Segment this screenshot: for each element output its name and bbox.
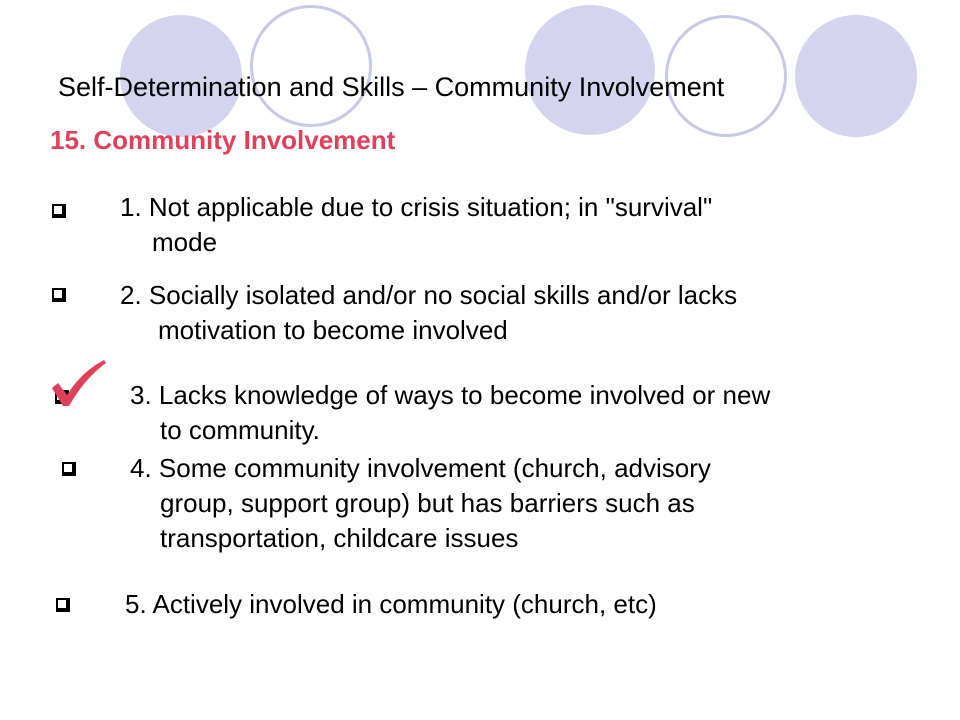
option-1-line-1: 1. Not applicable due to crisis situation; in "survival" <box>120 192 713 222</box>
option-4-line-1: 4. Some community involvement (church, advisory <box>130 453 711 483</box>
checkbox-icon <box>52 288 66 302</box>
slide-title: Self-Determination and Skills – Community Involvement <box>58 72 725 102</box>
slide-subtitle: 15. Community Involvement <box>50 125 396 155</box>
option-4-line-3: transportation, childcare issues <box>160 523 519 553</box>
decor-circle-3 <box>525 5 655 135</box>
decor-circle-5 <box>795 15 917 137</box>
checkmark-icon <box>48 358 108 410</box>
decor-circle-2 <box>250 5 372 127</box>
option-3-line-1: 3. Lacks knowledge of ways to become involved or new <box>130 380 771 410</box>
option-4-line-2: group, support group) but has barriers such as <box>160 488 695 518</box>
checkbox-icon <box>52 204 66 218</box>
option-1-line-2: mode <box>152 227 218 257</box>
option-2-line-2: motivation to become involved <box>158 315 508 345</box>
checkbox-icon <box>62 462 76 476</box>
option-2-line-1: 2. Socially isolated and/or no social skills and/or lacks <box>120 280 738 310</box>
option-5-line-1: 5. Actively involved in community (church, etc) <box>125 589 657 619</box>
option-3-line-2: to community. <box>160 415 320 445</box>
checkbox-icon <box>56 598 70 612</box>
